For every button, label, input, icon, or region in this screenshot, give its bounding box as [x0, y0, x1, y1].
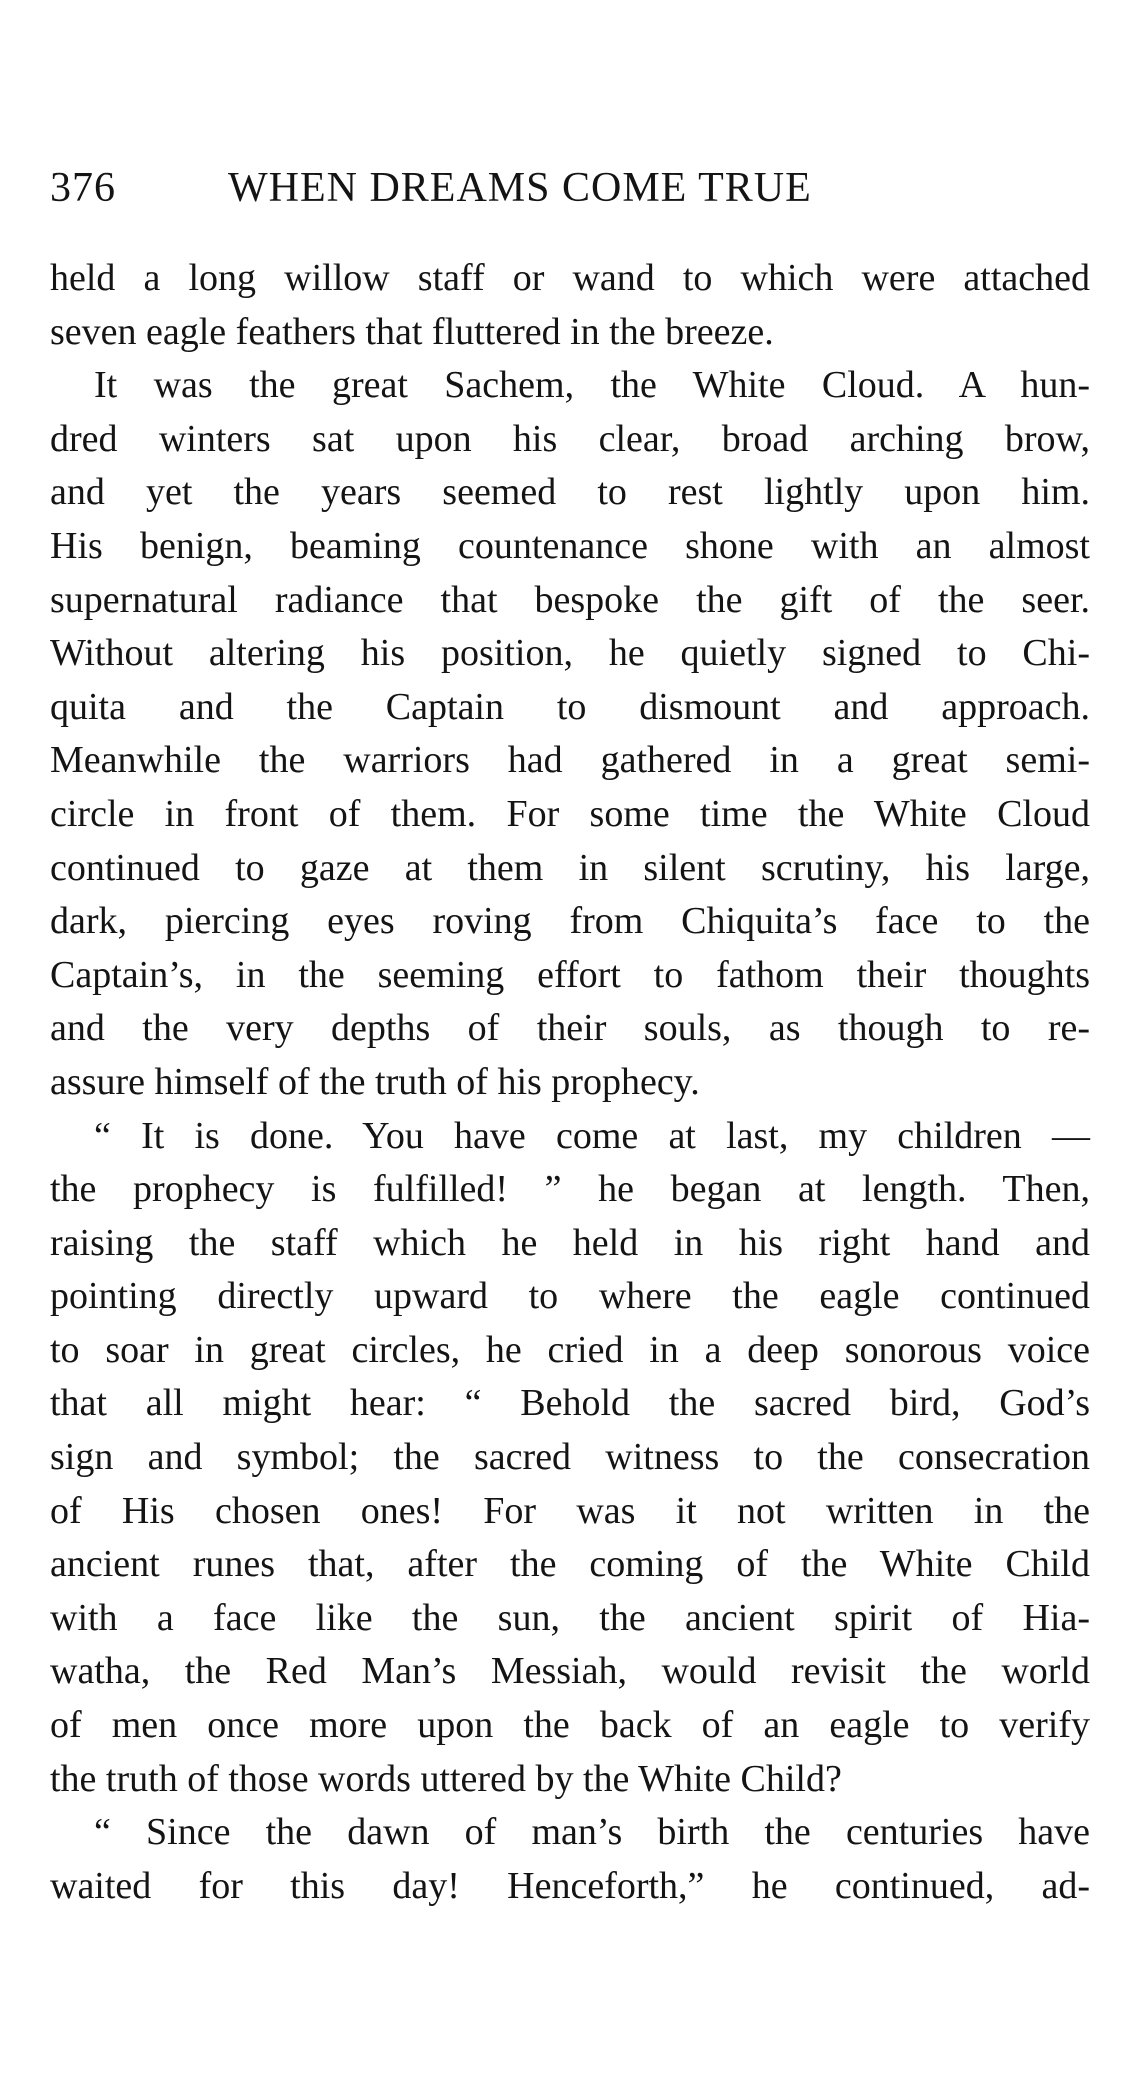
- text-line: dark, piercing eyes roving from Chiquita’s face to the: [50, 900, 1090, 943]
- text-line: the prophecy is fulfilled! ” he began at length. Then,: [50, 1168, 1090, 1211]
- text-line: “ Since the dawn of man’s birth the centuries have: [94, 1811, 1090, 1854]
- body-text: [50, 252, 1090, 1913]
- text-line: held a long willow staff or wand to which were attached: [50, 257, 1090, 299]
- text-line: dred winters sat upon his clear, broad arching brow,: [50, 417, 1090, 460]
- text-line: quita and the Captain to dismount and approach.: [50, 685, 1090, 728]
- running-title: WHEN DREAMS COME TRUE: [228, 165, 812, 211]
- text-line: seven eagle feathers that fluttered in the breeze.: [50, 310, 774, 353]
- text-line: with a face like the sun, the ancient spirit of Hia-: [50, 1596, 1090, 1639]
- text-line: pointing directly upward to where the eagle continued: [50, 1275, 1090, 1318]
- page-number: 376: [50, 165, 116, 211]
- text-line: sign and symbol; the sacred witness to the consecration: [50, 1436, 1090, 1479]
- text-line: It was the great Sachem, the White Cloud. A hun-: [94, 364, 1090, 407]
- text-line: and the very depths of their souls, as though to re-: [50, 1007, 1090, 1050]
- text-line: waited for this day! Henceforth,” he continued, ad-: [50, 1864, 1090, 1907]
- text-line: His benign, beaming countenance shone with an almost: [50, 524, 1090, 567]
- text-line: Meanwhile the warriors had gathered in a great semi-: [50, 739, 1090, 782]
- text-line: supernatural radiance that bespoke the gift of the seer.: [50, 578, 1090, 621]
- text-line: continued to gaze at them in silent scrutiny, his large,: [50, 846, 1090, 889]
- text-line: to soar in great circles, he cried in a deep sonorous voice: [50, 1328, 1090, 1371]
- text-line: raising the staff which he held in his right hand and: [50, 1221, 1090, 1264]
- text-line: circle in front of them. For some time the White Cloud: [50, 792, 1090, 835]
- text-line: of men once more upon the back of an eagle to verify: [50, 1704, 1090, 1747]
- text-line: Without altering his position, he quietly signed to Chi-: [50, 632, 1090, 675]
- text-line: the truth of those words uttered by the White Child?: [50, 1757, 842, 1800]
- text-line: “ It is done. You have come at last, my children —: [94, 1114, 1090, 1157]
- text-line: of His chosen ones! For was it not written in the: [50, 1489, 1090, 1532]
- text-line: ancient runes that, after the coming of the White Child: [50, 1543, 1090, 1586]
- text-line: that all might hear: “ Behold the sacred bird, God’s: [50, 1382, 1090, 1425]
- running-header: [50, 160, 1090, 216]
- text-line: Captain’s, in the seeming effort to fathom their thoughts: [50, 953, 1090, 996]
- text-line: and yet the years seemed to rest lightly upon him.: [50, 471, 1090, 514]
- text-line: watha, the Red Man’s Messiah, would revisit the world: [50, 1650, 1090, 1693]
- text-line: assure himself of the truth of his prophecy.: [50, 1060, 700, 1103]
